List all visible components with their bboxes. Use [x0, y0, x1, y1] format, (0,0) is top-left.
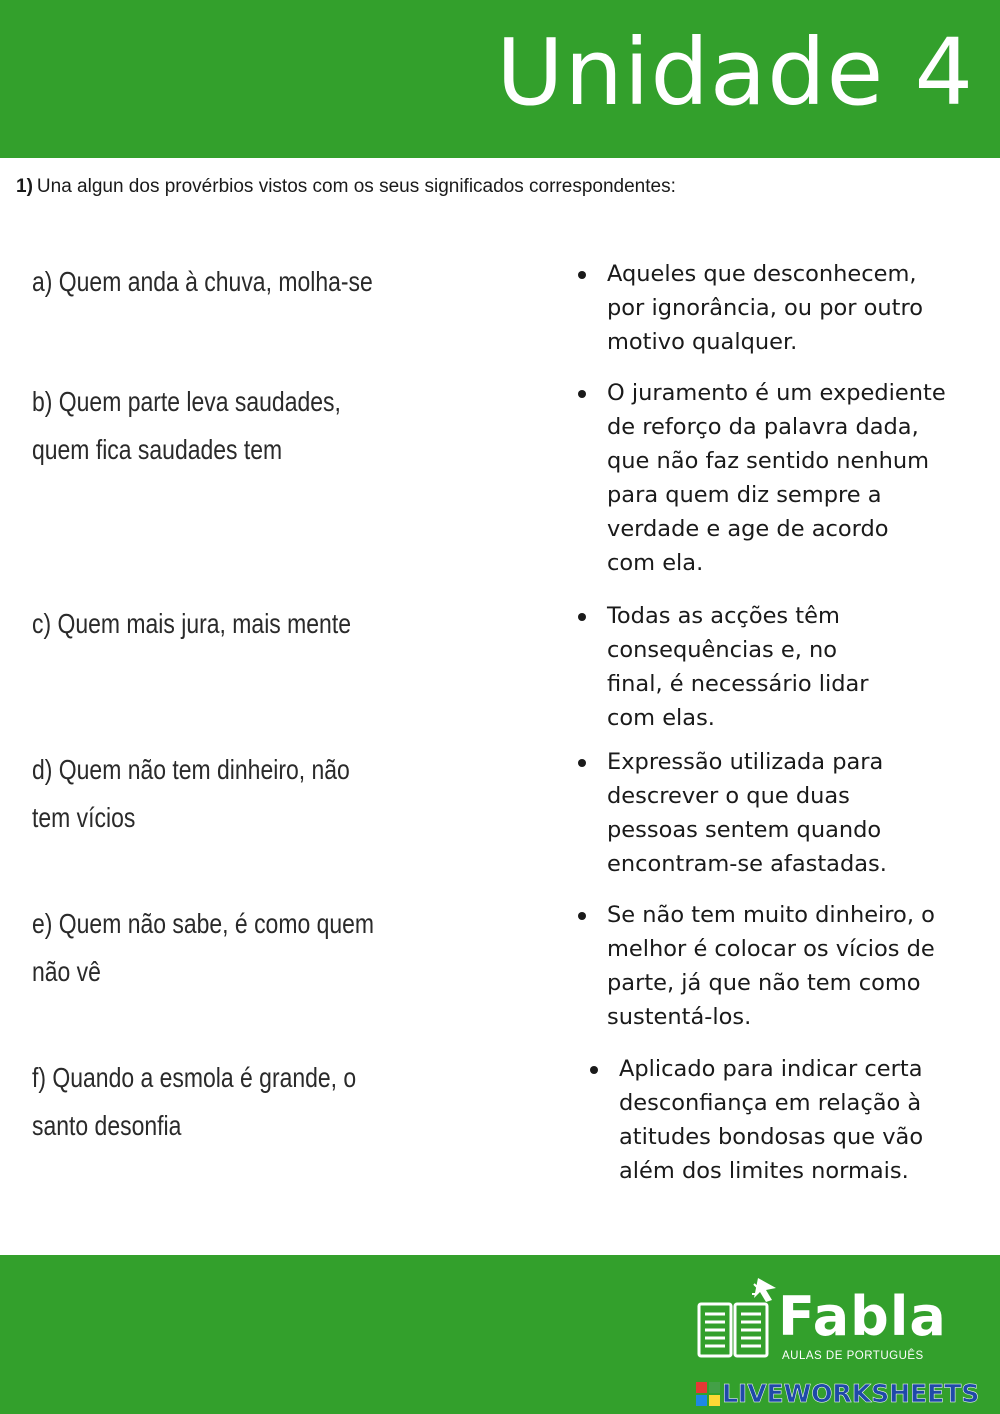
- meaning-line: para quem diz sempre a: [607, 482, 882, 508]
- proverb-line: não vê: [32, 956, 101, 987]
- bullet-icon: [578, 390, 586, 398]
- meaning-line: sustentá-los.: [607, 1004, 752, 1030]
- proverb-line: a) Quem anda à chuva, molha-se: [32, 266, 373, 297]
- meaning-line: com ela.: [607, 550, 704, 576]
- meaning-line: Expressão utilizada para: [607, 749, 884, 775]
- proverb-line: santo desonfia: [32, 1110, 182, 1141]
- question-number: 1): [16, 176, 33, 197]
- watermark-text: LIVEWORKSHEETS: [722, 1379, 980, 1408]
- proverb-f: [32, 1054, 426, 1150]
- logo-subtitle: AULAS DE PORTUGUÊS: [782, 1350, 924, 1362]
- page-title: Unidade 4: [496, 19, 974, 126]
- liveworksheets-watermark: [696, 1378, 996, 1410]
- meaning-line: pessoas sentem quando: [607, 817, 882, 843]
- proverb-line: f) Quando a esmola é grande, o: [32, 1062, 357, 1093]
- proverb-a: [32, 258, 426, 306]
- proverb-line: c) Quem mais jura, mais mente: [32, 608, 351, 639]
- logo-name: Fabla: [778, 1285, 947, 1348]
- bullet-icon: [578, 613, 586, 621]
- meaning-line: melhor é colocar os vícios de: [607, 936, 935, 962]
- instruction-text: Una algun dos provérbios vistos com os seus significados correspondentes:: [36, 176, 676, 197]
- bullet-icon: [578, 271, 586, 279]
- meaning-line: com elas.: [607, 705, 715, 731]
- meaning-line: que não faz sentido nenhum: [607, 448, 930, 474]
- header-band: [0, 0, 1000, 158]
- proverb-line: d) Quem não tem dinheiro, não: [32, 754, 350, 785]
- meaning-line: consequências e, no: [607, 637, 838, 663]
- meaning-line: além dos limites normais.: [619, 1158, 909, 1184]
- meaning-line: O juramento é um expediente: [607, 380, 946, 406]
- meaning-item: [578, 599, 978, 735]
- bullet-icon: [590, 1066, 598, 1074]
- meaning-item: [578, 898, 978, 1034]
- meaning-line: Todas as acções têm: [607, 603, 840, 629]
- proverb-line: e) Quem não sabe, é como quem: [32, 908, 375, 939]
- meaning-item: [590, 1052, 990, 1188]
- meaning-line: descrever o que duas: [607, 783, 850, 809]
- bullet-icon: [578, 912, 586, 920]
- fabla-logo: [696, 1276, 956, 1366]
- proverb-c: [32, 600, 426, 648]
- proverb-b: [32, 378, 426, 474]
- bullet-icon: [578, 759, 586, 767]
- meaning-line: Aplicado para indicar certa: [619, 1056, 923, 1082]
- meaning-line: parte, já que não tem como: [607, 970, 921, 996]
- proverb-line: b) Quem parte leva saudades,: [32, 386, 341, 417]
- proverb-d: [32, 746, 426, 842]
- proverb-line: tem vícios: [32, 802, 136, 833]
- proverb-line: quem fica saudades tem: [32, 434, 283, 465]
- meaning-line: motivo qualquer.: [607, 329, 798, 355]
- meaning-line: de reforço da palavra dada,: [607, 414, 919, 440]
- open-book-icon: [696, 1276, 776, 1360]
- meaning-item: [578, 745, 978, 881]
- instruction: [16, 176, 986, 198]
- meaning-line: final, é necessário lidar: [607, 671, 869, 697]
- meaning-line: atitudes bondosas que vão: [619, 1124, 924, 1150]
- liveworksheets-logo-icon: [696, 1382, 720, 1406]
- meaning-line: Se não tem muito dinheiro, o: [607, 902, 935, 928]
- meaning-line: desconfiança em relação à: [619, 1090, 922, 1116]
- meaning-line: verdade e age de acordo: [607, 516, 889, 542]
- meaning-item: [578, 376, 978, 580]
- meaning-item: [578, 257, 978, 359]
- meaning-line: Aqueles que desconhecem,: [607, 261, 917, 287]
- meaning-line: por ignorância, ou por outro: [607, 295, 924, 321]
- meaning-line: encontram-se afastadas.: [607, 851, 887, 877]
- proverb-e: [32, 900, 426, 996]
